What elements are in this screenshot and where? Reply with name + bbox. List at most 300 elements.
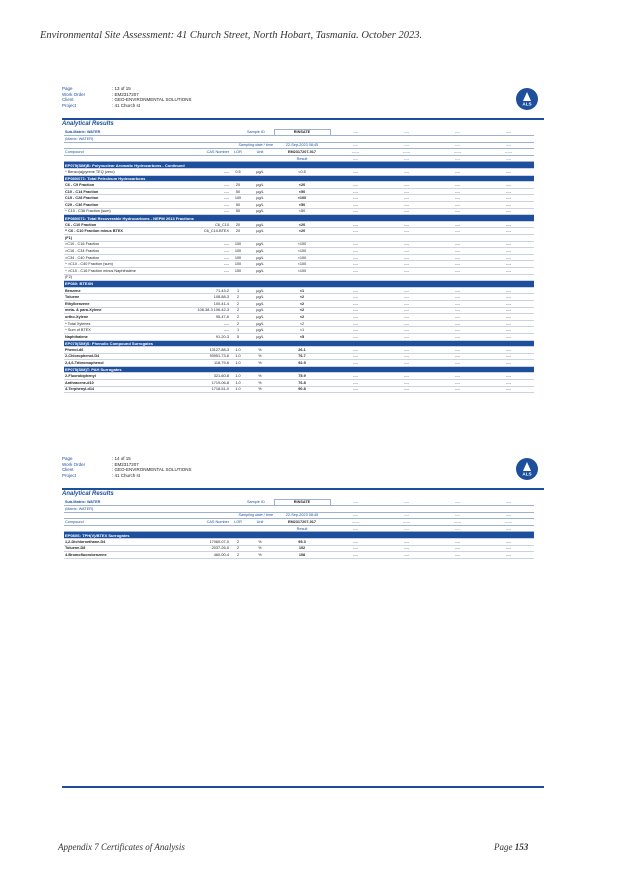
empty-result-cell: ---- — [483, 552, 534, 559]
group-header — [64, 175, 534, 182]
lor-value: 0.5 — [230, 169, 246, 176]
compound-header: Compound — [64, 519, 184, 526]
footer-page-number — [494, 842, 528, 852]
empty-result-cell: ---- — [432, 545, 483, 552]
empty-result-cell: ---- — [381, 333, 432, 340]
result-value: 90.8 — [274, 386, 330, 393]
empty-result-cell: ---- — [483, 228, 534, 235]
analytical-results-title: Analytical Results — [62, 120, 114, 127]
certificate-page-14 — [62, 456, 544, 559]
empty-result-cell: ---- — [330, 353, 381, 360]
table-row — [64, 307, 534, 314]
group-title: EP080/071: Total Recoverable Hydrocarbons - NEPM 2013 Fractions — [64, 215, 534, 222]
empty-result-cell: ---- — [330, 221, 381, 228]
results-table — [64, 129, 534, 394]
result-header: Result — [274, 155, 330, 162]
table-row — [64, 235, 534, 242]
sample-id-row — [64, 499, 534, 506]
footer-page-value: 153 — [514, 842, 529, 852]
sample-id-row — [64, 129, 534, 136]
empty-result-col: ---- — [381, 155, 432, 162]
empty-result-cell: ---- — [432, 195, 483, 202]
table-row — [64, 188, 534, 195]
group-title: EP075(SIM)B: Polynuclear Aromatic Hydrocarbons - Continued — [64, 162, 534, 169]
result-value: <2 — [274, 307, 330, 314]
empty-result-cell: ---- — [432, 287, 483, 294]
sample-id: RINSATE — [274, 499, 330, 506]
table-row — [64, 353, 534, 360]
empty-result-cell: ---- — [381, 228, 432, 235]
sample-id-label: Sample ID — [246, 129, 274, 136]
empty-lab-col: ------ — [483, 519, 534, 526]
cas-number: 71-43-2 — [184, 287, 230, 294]
empty-result-col: ---- — [483, 525, 534, 532]
lor-value: 1 — [230, 327, 246, 334]
sampling-row — [64, 142, 534, 149]
empty-result-cell: ---- — [432, 221, 483, 228]
unit-value: % — [246, 552, 274, 559]
table-row — [64, 373, 534, 380]
result-value: <2 — [274, 300, 330, 307]
empty-result-cell: ---- — [330, 360, 381, 367]
empty-result-cell: ---- — [330, 287, 381, 294]
cas-number: ---- — [184, 169, 230, 176]
unit-value: µg/L — [246, 314, 274, 321]
table-row — [64, 545, 534, 552]
result-value: <50 — [274, 208, 330, 215]
page-divider — [62, 786, 544, 788]
unit-value: µg/L — [246, 287, 274, 294]
unit-value: % — [246, 373, 274, 380]
empty-result-cell: ---- — [432, 320, 483, 327]
table-row — [64, 314, 534, 321]
cas-number: C6_C10 — [184, 221, 230, 228]
empty-result-cell: ---- — [483, 333, 534, 340]
cas-number — [184, 274, 230, 281]
cas-number: 91-20-3 — [184, 333, 230, 340]
empty-result-cell: ---- — [330, 327, 381, 334]
compound-name: Naphthalene — [64, 333, 184, 340]
lor-value: 2 — [230, 545, 246, 552]
empty-result-cell: ---- — [432, 380, 483, 387]
cas-header: CAS Number — [184, 519, 230, 526]
header-rule — [62, 118, 544, 120]
empty-lab-col: ------ — [330, 149, 381, 156]
cas-number: 93951-73-6 — [184, 353, 230, 360]
lor-value — [230, 274, 246, 281]
group-title: EP080S: TPH(V)/BTEX Surrogates — [64, 532, 534, 539]
empty-result-cell — [381, 235, 432, 242]
unit-value: µg/L — [246, 307, 274, 314]
report-meta — [62, 86, 544, 116]
unit-value: % — [246, 380, 274, 387]
empty-result-cell: ---- — [330, 386, 381, 393]
empty-result-cell: ---- — [381, 202, 432, 209]
empty-result-cell: ---- — [432, 202, 483, 209]
empty-result-cell: ---- — [483, 261, 534, 268]
unit-value: µg/L — [246, 261, 274, 268]
result-value: <100 — [274, 267, 330, 274]
table-row — [64, 294, 534, 301]
unit-value: µg/L — [246, 221, 274, 228]
table-row — [64, 552, 534, 559]
empty-result-col: ---- — [381, 525, 432, 532]
empty-result-cell: ---- — [432, 208, 483, 215]
unit-header: Unit — [246, 149, 274, 156]
empty-result-cell: ---- — [330, 545, 381, 552]
empty-sample-col: ---- — [432, 499, 483, 506]
result-value: 92.9 — [274, 360, 330, 367]
sampling-label: Sampling date / time — [230, 142, 274, 149]
empty-result-cell: ---- — [432, 307, 483, 314]
meta-project — [62, 473, 544, 479]
empty-result-cell: ---- — [381, 248, 432, 255]
empty-result-cell: ---- — [483, 202, 534, 209]
table-row — [64, 267, 534, 274]
sampling-datetime: 22-Sep-2023 08:45 — [274, 142, 330, 149]
meta-page-value: : 14 of 15 — [112, 456, 131, 461]
empty-result-cell: ---- — [432, 241, 483, 248]
meta-page-value: : 13 of 15 — [112, 86, 131, 91]
compound-name: >C16 - C34 Fraction — [64, 248, 184, 255]
empty-result-col: ---- — [330, 525, 381, 532]
lab-id: EM2317207-017 — [274, 519, 330, 526]
table-row — [64, 386, 534, 393]
matrix: (Matrix: WATER) — [64, 136, 184, 143]
table-row — [64, 182, 534, 189]
lor-value: 2 — [230, 314, 246, 321]
cas-number: 108-38-3 106-42-3 — [184, 307, 230, 314]
compound-name: >C34 - C40 Fraction — [64, 254, 184, 261]
result-value: <0.5 — [274, 169, 330, 176]
lor-value: 1.0 — [230, 373, 246, 380]
meta-client-value: : GEO-ENVIRONMENTAL SOLUTIONS — [112, 467, 192, 473]
group-title: EP080: BTEXN — [64, 281, 534, 288]
header-rule — [62, 488, 544, 490]
group-header — [64, 162, 534, 169]
cas-number: ---- — [184, 254, 230, 261]
cas-number: ---- — [184, 208, 230, 215]
empty-sampling-col: ---- — [381, 512, 432, 519]
result-value: 75.9 — [274, 373, 330, 380]
unit-value: µg/L — [246, 208, 274, 215]
cas-number: ---- — [184, 195, 230, 202]
compound-name: Toluene-D8 — [64, 545, 184, 552]
result-value: <2 — [274, 320, 330, 327]
empty-result-cell: ---- — [381, 353, 432, 360]
compound-name: meta- & para-Xylene — [64, 307, 184, 314]
empty-result-cell: ---- — [330, 267, 381, 274]
unit-value: µg/L — [246, 182, 274, 189]
table-row — [64, 261, 534, 268]
empty-result-cell: ---- — [483, 539, 534, 546]
compound-name: ^ >C10 - C40 Fraction (sum) — [64, 261, 184, 268]
empty-result-cell: ---- — [432, 294, 483, 301]
lor-value: 50 — [230, 208, 246, 215]
compound-header: Compound — [64, 149, 184, 156]
empty-result-cell: ---- — [432, 539, 483, 546]
result-value: <2 — [274, 294, 330, 301]
lor-value: 100 — [230, 241, 246, 248]
empty-result-cell: ---- — [330, 294, 381, 301]
result-header-row — [64, 155, 534, 162]
empty-result-cell: ---- — [330, 228, 381, 235]
sub-matrix: Sub-Matrix: WATER — [64, 129, 184, 136]
empty-result-cell: ---- — [330, 333, 381, 340]
table-row — [64, 208, 534, 215]
result-value: <100 — [274, 241, 330, 248]
unit-value: µg/L — [246, 228, 274, 235]
meta-work-order-label: Work Order — [62, 91, 86, 97]
unit-value: % — [246, 353, 274, 360]
table-row — [64, 287, 534, 294]
empty-result-cell: ---- — [483, 386, 534, 393]
empty-result-cell — [330, 274, 381, 281]
unit-header: Unit — [246, 519, 274, 526]
lor-value: 100 — [230, 261, 246, 268]
lor-value: 50 — [230, 188, 246, 195]
results-table — [64, 499, 534, 559]
empty-sample-col: ---- — [483, 499, 534, 506]
empty-result-cell: ---- — [483, 360, 534, 367]
empty-result-cell: ---- — [381, 545, 432, 552]
table-row — [64, 327, 534, 334]
empty-result-cell: ---- — [330, 347, 381, 354]
empty-sampling-col: ---- — [330, 512, 381, 519]
empty-result-cell: ---- — [381, 320, 432, 327]
empty-result-cell: ---- — [330, 248, 381, 255]
lor-value: 20 — [230, 182, 246, 189]
report-meta — [62, 456, 544, 486]
group-title: EP075(SIM)T: PAH Surrogates — [64, 366, 534, 373]
cas-number: 100-41-4 — [184, 300, 230, 307]
cas-number: C6_C10-BTEX — [184, 228, 230, 235]
empty-result-cell: ---- — [483, 353, 534, 360]
empty-result-cell: ---- — [381, 182, 432, 189]
empty-result-cell: ---- — [432, 327, 483, 334]
table-row — [64, 347, 534, 354]
empty-result-cell: ---- — [330, 188, 381, 195]
empty-result-cell: ---- — [483, 169, 534, 176]
compound-name: Toluene — [64, 294, 184, 301]
compound-name: (F2) — [64, 274, 184, 281]
result-value: <20 — [274, 182, 330, 189]
group-header — [64, 532, 534, 539]
empty-result-cell: ---- — [432, 248, 483, 255]
footer-page-prefix: Page — [494, 842, 515, 852]
lab-id: EM2317207-017 — [274, 149, 330, 156]
lor-value — [230, 235, 246, 242]
empty-result-cell: ---- — [381, 267, 432, 274]
lor-value: 2 — [230, 294, 246, 301]
meta-work-order-value: : EM2317207 — [112, 91, 139, 97]
result-value: <20 — [274, 221, 330, 228]
unit-value — [246, 235, 274, 242]
table-row — [64, 360, 534, 367]
empty-result-cell: ---- — [330, 254, 381, 261]
meta-client-label: Client — [62, 97, 74, 103]
unit-value: % — [246, 545, 274, 552]
empty-result-cell: ---- — [483, 195, 534, 202]
result-header-row — [64, 525, 534, 532]
empty-result-cell: ---- — [330, 208, 381, 215]
empty-result-cell: ---- — [330, 300, 381, 307]
empty-result-cell: ---- — [330, 182, 381, 189]
empty-lab-col: ------ — [432, 149, 483, 156]
result-value: <100 — [274, 261, 330, 268]
empty-result-cell — [483, 235, 534, 242]
empty-result-cell: ---- — [483, 320, 534, 327]
meta-client-value: : GEO-ENVIRONMENTAL SOLUTIONS — [112, 97, 192, 103]
empty-result-cell: ---- — [381, 380, 432, 387]
empty-sampling-col: ---- — [330, 142, 381, 149]
compound-name: ^ Total Xylenes — [64, 320, 184, 327]
empty-result-cell: ---- — [483, 380, 534, 387]
cas-number: 17060-07-0 — [184, 539, 230, 546]
meta-page-label: Page — [62, 86, 73, 91]
result-value: <100 — [274, 254, 330, 261]
cas-number: ---- — [184, 261, 230, 268]
empty-result-cell: ---- — [483, 300, 534, 307]
empty-sample-col: ---- — [330, 129, 381, 136]
cas-number: ---- — [184, 267, 230, 274]
empty-result-cell: ---- — [432, 552, 483, 559]
empty-result-cell: ---- — [432, 188, 483, 195]
empty-result-cell: ---- — [483, 267, 534, 274]
empty-result-cell: ---- — [432, 182, 483, 189]
empty-result-cell: ---- — [330, 202, 381, 209]
group-title: EP075(SIM)S: Phenolic Compound Surrogates — [64, 340, 534, 347]
empty-lab-col: ------ — [432, 519, 483, 526]
cas-number: 321-60-8 — [184, 373, 230, 380]
empty-result-cell: ---- — [381, 360, 432, 367]
empty-result-cell: ---- — [381, 314, 432, 321]
cas-number: ---- — [184, 248, 230, 255]
cas-number — [184, 235, 230, 242]
lor-value: 1.0 — [230, 347, 246, 354]
table-row — [64, 254, 534, 261]
empty-result-cell: ---- — [330, 539, 381, 546]
empty-result-cell: ---- — [483, 307, 534, 314]
result-value: <20 — [274, 228, 330, 235]
lor-value: 2 — [230, 539, 246, 546]
empty-result-cell: ---- — [381, 195, 432, 202]
compound-name: 2-Fluorobiphenyl — [64, 373, 184, 380]
group-header — [64, 366, 534, 373]
compound-name: Ethylbenzene — [64, 300, 184, 307]
compound-name: (F1) — [64, 235, 184, 242]
empty-result-cell: ---- — [483, 182, 534, 189]
empty-result-cell: ---- — [381, 327, 432, 334]
empty-result-col: ---- — [432, 155, 483, 162]
empty-result-cell: ---- — [381, 169, 432, 176]
lor-value: 2 — [230, 300, 246, 307]
lor-value: 100 — [230, 267, 246, 274]
empty-result-cell: ---- — [483, 287, 534, 294]
matrix-row — [64, 136, 534, 143]
matrix-row — [64, 506, 534, 513]
empty-sampling-col: ---- — [483, 512, 534, 519]
empty-result-cell: ---- — [381, 300, 432, 307]
unit-value: % — [246, 360, 274, 367]
certificate-page-13 — [62, 86, 544, 393]
unit-value: µg/L — [246, 241, 274, 248]
compound-name: C29 - C36 Fraction — [64, 202, 184, 209]
unit-value — [246, 274, 274, 281]
lor-value: 1.0 — [230, 380, 246, 387]
empty-result-cell — [381, 274, 432, 281]
empty-result-cell: ---- — [483, 373, 534, 380]
empty-result-cell: ---- — [330, 261, 381, 268]
empty-result-cell: ---- — [330, 373, 381, 380]
result-value: 95.3 — [274, 539, 330, 546]
analytical-results-title: Analytical Results — [62, 490, 114, 497]
unit-value: µg/L — [246, 333, 274, 340]
empty-sample-col: ---- — [432, 129, 483, 136]
sampling-row — [64, 512, 534, 519]
empty-sample-col: ---- — [381, 499, 432, 506]
result-header: Result — [274, 525, 330, 532]
compound-name: ortho-Xylene — [64, 314, 184, 321]
empty-result-cell: ---- — [432, 254, 483, 261]
empty-result-cell — [330, 235, 381, 242]
cas-number: 13127-88-3 — [184, 347, 230, 354]
empty-result-cell: ---- — [432, 347, 483, 354]
table-row — [64, 274, 534, 281]
empty-result-cell: ---- — [330, 380, 381, 387]
compound-name: C10 - C14 Fraction — [64, 188, 184, 195]
compound-name: Benzene — [64, 287, 184, 294]
empty-result-cell: ---- — [381, 287, 432, 294]
table-row — [64, 169, 534, 176]
cas-number: ---- — [184, 202, 230, 209]
result-value: 108 — [274, 552, 330, 559]
empty-result-cell: ---- — [381, 307, 432, 314]
empty-result-cell: ---- — [483, 248, 534, 255]
empty-result-cell: ---- — [381, 221, 432, 228]
logo-text: ALS — [522, 471, 532, 477]
unit-value: µg/L — [246, 188, 274, 195]
lor-value: 100 — [230, 254, 246, 261]
unit-value: % — [246, 386, 274, 393]
empty-result-col: ---- — [330, 155, 381, 162]
empty-result-cell: ---- — [330, 320, 381, 327]
empty-result-cell: ---- — [483, 241, 534, 248]
empty-result-cell: ---- — [483, 208, 534, 215]
empty-result-cell: ---- — [330, 195, 381, 202]
group-header — [64, 281, 534, 288]
group-title: EP080/071: Total Petroleum Hydrocarbons — [64, 175, 534, 182]
empty-result-cell: ---- — [330, 307, 381, 314]
result-value: 76.7 — [274, 353, 330, 360]
unit-value: µg/L — [246, 267, 274, 274]
cas-number: ---- — [184, 327, 230, 334]
unit-value: µg/L — [246, 300, 274, 307]
compound-name: C6 - C9 Fraction — [64, 182, 184, 189]
empty-result-cell: ---- — [483, 294, 534, 301]
compound-name: Phenol-d6 — [64, 347, 184, 354]
table-row — [64, 248, 534, 255]
compound-name: ^ C10 - C36 Fraction (sum) — [64, 208, 184, 215]
empty-lab-col: ------ — [483, 149, 534, 156]
empty-result-cell: ---- — [483, 254, 534, 261]
result-value: <50 — [274, 188, 330, 195]
compound-name: ^ >C10 - C16 Fraction minus Naphthalene — [64, 267, 184, 274]
als-logo — [516, 458, 538, 480]
table-row — [64, 202, 534, 209]
empty-result-cell — [483, 274, 534, 281]
meta-work-order-label: Work Order — [62, 461, 86, 467]
